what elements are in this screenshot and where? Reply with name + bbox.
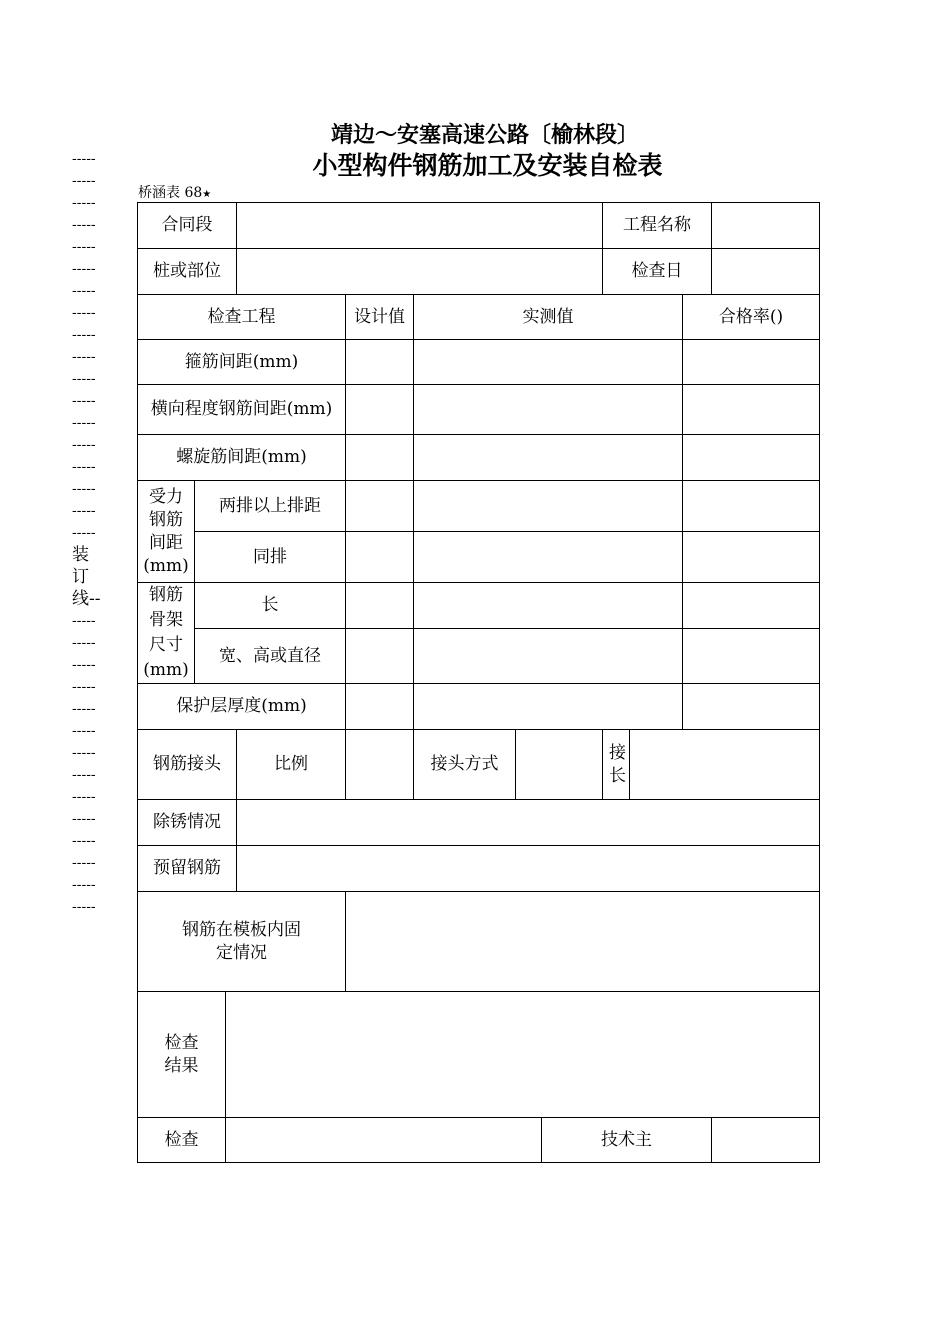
- inspection-form-table: [137, 202, 820, 1163]
- row-length: 长: [195, 583, 346, 629]
- binding-dash: -----: [72, 239, 96, 255]
- binding-dash: -----: [72, 877, 96, 893]
- table-row: [138, 532, 820, 583]
- form-number: [138, 182, 211, 202]
- project-name-field[interactable]: [712, 203, 820, 249]
- binding-dash: -----: [72, 415, 96, 431]
- binding-dash: -----: [72, 283, 96, 299]
- table-row: [138, 730, 820, 800]
- contract-section-label: 合同段: [138, 203, 237, 249]
- design-value-cell[interactable]: [346, 532, 414, 583]
- binding-dash: -----: [72, 833, 96, 849]
- cage-size-group: 钢筋骨架尺寸(mm): [138, 583, 195, 684]
- pass-rate-cell[interactable]: [683, 684, 820, 730]
- pass-rate-cell[interactable]: [683, 435, 820, 481]
- row-two-rows: 两排以上排距: [195, 481, 346, 532]
- splice-ratio-field[interactable]: [346, 730, 414, 800]
- binding-dash: -----: [72, 745, 96, 761]
- title-line1: 靖边～安塞高速公路〔榆林段〕: [330, 123, 639, 148]
- splice-label: 钢筋接头: [138, 730, 237, 800]
- bar-fixing-label: 钢筋在模板内固定情况: [138, 892, 346, 992]
- binding-label-char: 装: [72, 545, 89, 565]
- binding-dash: -----: [72, 657, 96, 673]
- pass-rate-cell[interactable]: [683, 629, 820, 684]
- table-row: [138, 295, 820, 340]
- measured-value-cell[interactable]: [414, 532, 683, 583]
- binding-dash: -----: [72, 613, 96, 629]
- contract-section-field[interactable]: [237, 203, 603, 249]
- binding-label-char: 订: [72, 567, 89, 587]
- form-number-text: 桥涵表 68: [138, 185, 203, 201]
- table-row: [138, 340, 820, 385]
- pass-rate-cell[interactable]: [683, 340, 820, 385]
- measured-value-cell[interactable]: [414, 385, 683, 435]
- rust-removal-label: 除锈情况: [138, 800, 237, 846]
- table-row: [138, 684, 820, 730]
- measured-value-cell[interactable]: [414, 583, 683, 629]
- row-stirrup-spacing: 箍筋间距(mm): [138, 340, 346, 385]
- binding-dash: -----: [72, 525, 96, 541]
- pass-rate-cell[interactable]: [683, 481, 820, 532]
- design-value-cell[interactable]: [346, 629, 414, 684]
- binding-dash: -----: [72, 217, 96, 233]
- binding-dash: -----: [72, 393, 96, 409]
- reserved-bars-label: 预留钢筋: [138, 846, 237, 892]
- project-name-label: 工程名称: [603, 203, 712, 249]
- row-spiral-spacing: 螺旋筋间距(mm): [138, 435, 346, 481]
- title-line2: 小型构件钢筋加工及安装自检表: [312, 151, 663, 180]
- binding-dash: -----: [72, 723, 96, 739]
- binding-dash: -----: [72, 481, 96, 497]
- table-row: [138, 1118, 820, 1163]
- design-value-cell[interactable]: [346, 385, 414, 435]
- binding-dash: -----: [72, 679, 96, 695]
- binding-line: [72, 148, 112, 918]
- column-header-design: 设计值: [346, 295, 414, 340]
- table-row: [138, 629, 820, 684]
- pass-rate-cell[interactable]: [683, 532, 820, 583]
- binding-dash: -----: [72, 635, 96, 651]
- binding-dash: -----: [72, 437, 96, 453]
- binding-dash: -----: [72, 151, 96, 167]
- splice-length-field[interactable]: [630, 730, 820, 800]
- inspector-field[interactable]: [226, 1118, 542, 1163]
- binding-label-char: 线--: [72, 589, 101, 609]
- row-cover-thickness: 保护层厚度(mm): [138, 684, 346, 730]
- pass-rate-cell[interactable]: [683, 385, 820, 435]
- column-header-pass-rate: 合格率(): [683, 295, 820, 340]
- binding-dash: -----: [72, 459, 96, 475]
- binding-dash: -----: [72, 503, 96, 519]
- table-row: [138, 892, 820, 992]
- binding-dash: -----: [72, 327, 96, 343]
- main-bar-spacing-group: 受力钢筋间距(mm): [138, 481, 195, 583]
- pass-rate-cell[interactable]: [683, 583, 820, 629]
- form-mark: ★: [202, 189, 212, 200]
- inspector-label: 检查: [138, 1118, 226, 1163]
- table-row: [138, 992, 820, 1118]
- splice-length-label: 接长: [603, 730, 630, 800]
- binding-dash: -----: [72, 261, 96, 277]
- binding-dash: -----: [72, 195, 96, 211]
- design-value-cell[interactable]: [346, 481, 414, 532]
- station-label: 桩或部位: [138, 249, 237, 295]
- binding-dash: -----: [72, 789, 96, 805]
- binding-dash: -----: [72, 371, 96, 387]
- check-date-field[interactable]: [712, 249, 820, 295]
- station-field[interactable]: [237, 249, 603, 295]
- binding-dash: -----: [72, 855, 96, 871]
- design-value-cell[interactable]: [346, 583, 414, 629]
- row-transverse-spacing: 横向程度钢筋间距(mm): [138, 385, 346, 435]
- binding-dash: -----: [72, 173, 96, 189]
- design-value-cell[interactable]: [346, 435, 414, 481]
- splice-ratio-label: 比例: [237, 730, 346, 800]
- table-row: [138, 385, 820, 435]
- binding-dash: -----: [72, 349, 96, 365]
- row-same-row: 同排: [195, 532, 346, 583]
- check-date-label: 检查日: [603, 249, 712, 295]
- check-result-label: 检查结果: [138, 992, 226, 1118]
- binding-dash: -----: [72, 899, 96, 915]
- bar-fixing-field[interactable]: [346, 892, 820, 992]
- measured-value-cell[interactable]: [414, 435, 683, 481]
- column-header-measured: 实测值: [414, 295, 683, 340]
- measured-value-cell[interactable]: [414, 340, 683, 385]
- binding-dash: -----: [72, 701, 96, 717]
- row-width-height: 宽、高或直径: [195, 629, 346, 684]
- tech-lead-label: 技术主: [542, 1118, 712, 1163]
- measured-value-cell[interactable]: [414, 684, 683, 730]
- measured-value-cell[interactable]: [414, 629, 683, 684]
- splice-method-field[interactable]: [516, 730, 603, 800]
- table-row: [138, 249, 820, 295]
- binding-dash: -----: [72, 305, 96, 321]
- binding-dash: -----: [72, 767, 96, 783]
- rust-removal-field[interactable]: [237, 800, 820, 846]
- design-value-cell[interactable]: [346, 340, 414, 385]
- splice-method-label: 接头方式: [414, 730, 516, 800]
- table-row: [138, 583, 820, 629]
- table-row: [138, 203, 820, 249]
- tech-lead-field[interactable]: [712, 1118, 820, 1163]
- design-value-cell[interactable]: [346, 684, 414, 730]
- binding-dash: -----: [72, 811, 96, 827]
- reserved-bars-field[interactable]: [237, 846, 820, 892]
- column-header-item: 检查工程: [138, 295, 346, 340]
- table-row: [138, 800, 820, 846]
- check-result-field[interactable]: [226, 992, 820, 1118]
- table-row: [138, 481, 820, 532]
- measured-value-cell[interactable]: [414, 481, 683, 532]
- table-row: [138, 435, 820, 481]
- table-row: [138, 846, 820, 892]
